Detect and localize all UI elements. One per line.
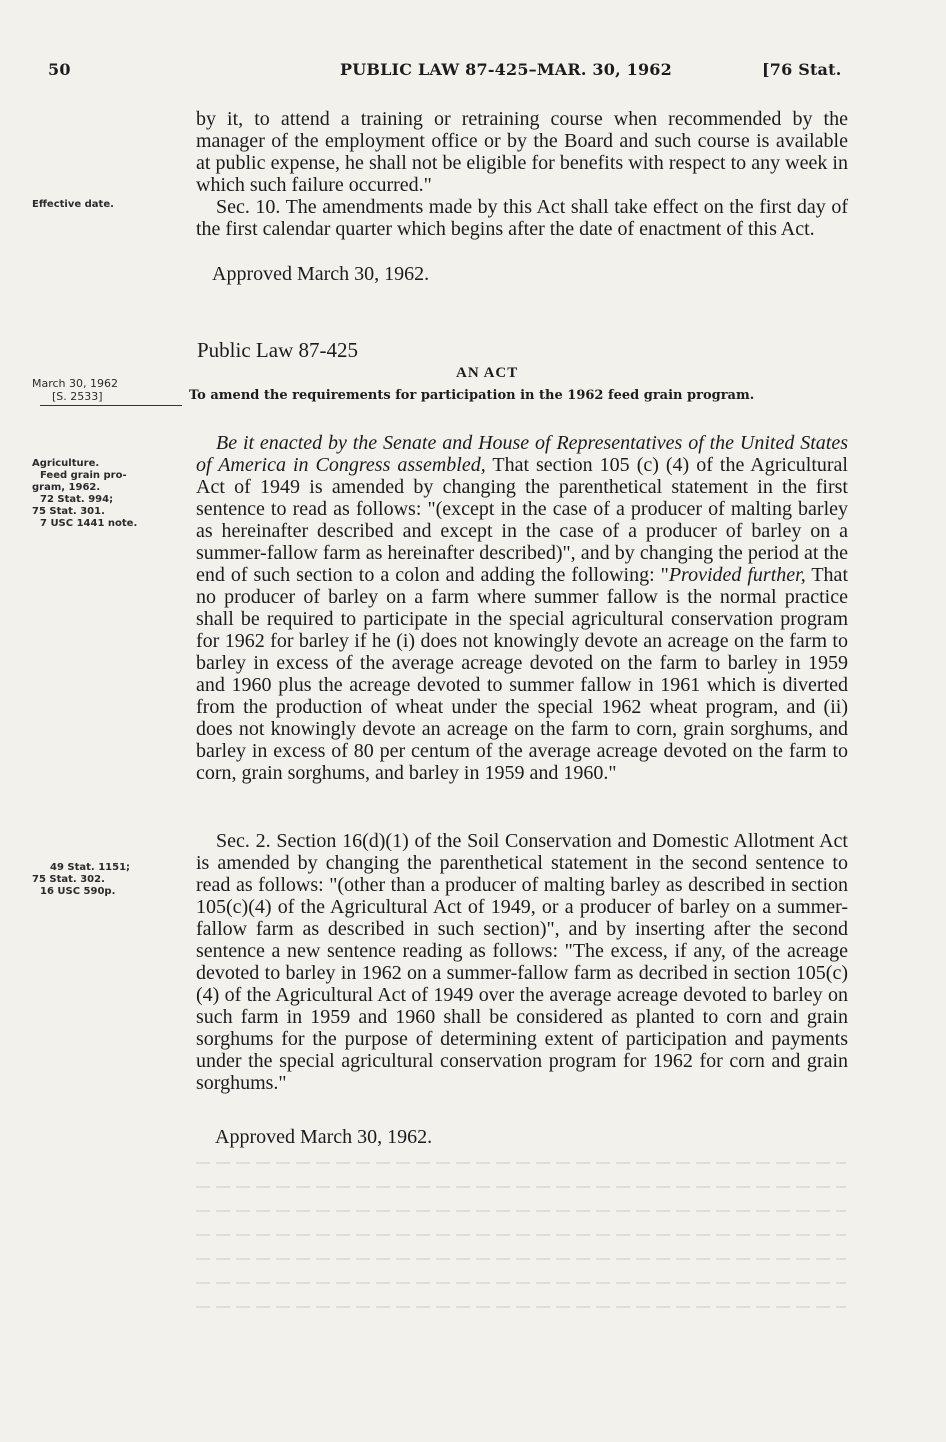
bleed-through-line [196, 1210, 846, 1212]
margin-line: Agriculture. [32, 458, 100, 469]
section-10-text: Sec. 10. The amendments made by this Act shall take effect on the first day of the first calendar quarter which begins after the date of enactment of this Act. [196, 196, 848, 240]
margin-line: 16 USC 590p. [40, 886, 116, 897]
statute-volume: [76 Stat. [762, 60, 842, 79]
bleed-through-line [196, 1186, 846, 1188]
running-title: PUBLIC LAW 87-425–MAR. 30, 1962 [340, 60, 672, 79]
section-2-text: Sec. 2. Section 16(d)(1) of the Soil Conservation and Domestic Allotment Act is amended by changing the parenthetical statement in the second sentence to read as follows: "(other than a producer of malting barley as described in section 105(c)(4) of the Agricultural Act of 1949, or a producer of barley on a summer-fallow farm as described in such section)", and by inserting after the second sentence a new sentence reading as follows: "The excess, if any, of the acreage devoted to barley in 1962 on a summer-fallow farm as decribed in section 105(c)(4) of the Agricultural Act of 1949 over the average acreage devoted to barley on such farm in 1959 and 1960 shall be considered as planted to corn and grain sorghums for the purpose of determining extent of participation and payments under the special agricultural conservation program for 1962 for corn and grain sorghums." [196, 830, 848, 1094]
margin-note-agriculture [32, 458, 182, 530]
continuation-text: by it, to attend a training or retraining course when recommended by the manager of the employment office or by the Board and such course is available at public expense, he shall not be eligible for benefits with respect to any week in which such failure occurred." [196, 108, 848, 196]
bleed-through-line [196, 1258, 846, 1260]
enacting-clause: Be it enacted by the Senate and House of Representatives of the United States of America in Congress assembled, [196, 432, 848, 476]
margin-note-date [32, 377, 182, 403]
act-purpose: To amend the requirements for participation in the 1962 feed grain program. [189, 388, 755, 403]
enacting-text [196, 432, 848, 784]
approval-line-1: Approved March 30, 1962. [212, 263, 430, 285]
margin-bill-number: [S. 2533] [52, 390, 103, 403]
margin-note-text: Effective date. [32, 199, 114, 210]
margin-line: 75 Stat. 302. [32, 874, 105, 885]
public-law-heading: Public Law 87-425 [197, 338, 358, 362]
margin-line: 75 Stat. 301. [32, 506, 105, 517]
margin-rule [40, 405, 182, 406]
margin-line: 72 Stat. 994; [40, 494, 114, 505]
page-number: 50 [48, 60, 71, 79]
margin-line: 7 USC 1441 note. [40, 518, 138, 529]
bleed-through-line [196, 1162, 846, 1164]
an-act-heading: AN ACT [456, 365, 519, 381]
enacting-body-continued: That no producer of barley on a farm where summer fallow is the normal practice shall be required to participate in the special agricultural conservation program for 1962 for barley if he (i) does not knowingly devote an acreage on the farm to barley in excess of the average acreage devoted on the farm to barley in 1959 and 1960 plus the acreage devoted to summer fallow in 1961 which is diverted from the production of wheat under the special 1962 wheat program, and (ii) does not knowingly devote an acreage on the farm to corn, grain sorghums, and barley in excess of 80 per centum of the average acreage devoted on the farm to corn, grain sorghums, and barley in 1959 and 1960." [196, 564, 848, 784]
section-2-paragraph [196, 830, 848, 1094]
margin-note-stat [32, 862, 182, 898]
approval-line-2: Approved March 30, 1962. [215, 1126, 433, 1148]
enacting-body: That section 105 (c) (4) of the Agricultural Act of 1949 is amended by changing the parenthetical statement in the first sentence to read as follows: "(except in the case of a producer of malting barley as hereinafter described and except in the case of a producer of barley on a summer-fallow farm as hereinafter described)", and by changing the period at the end of such section to a colon and adding the following: " [196, 454, 848, 586]
bleed-through-line [196, 1306, 846, 1308]
margin-line: gram, 1962. [32, 482, 101, 493]
margin-date-line: March 30, 1962 [32, 377, 119, 390]
margin-note-effective-date [32, 199, 182, 211]
enacting-paragraph [196, 432, 848, 784]
section-10-paragraph [196, 196, 848, 240]
bleed-through-line [196, 1282, 846, 1284]
margin-line: 49 Stat. 1151; [50, 862, 131, 873]
bleed-through-line [196, 1234, 846, 1236]
continuation-paragraph [196, 108, 848, 196]
proviso-phrase: Provided further, [668, 564, 806, 586]
margin-line: Feed grain pro- [40, 470, 127, 481]
